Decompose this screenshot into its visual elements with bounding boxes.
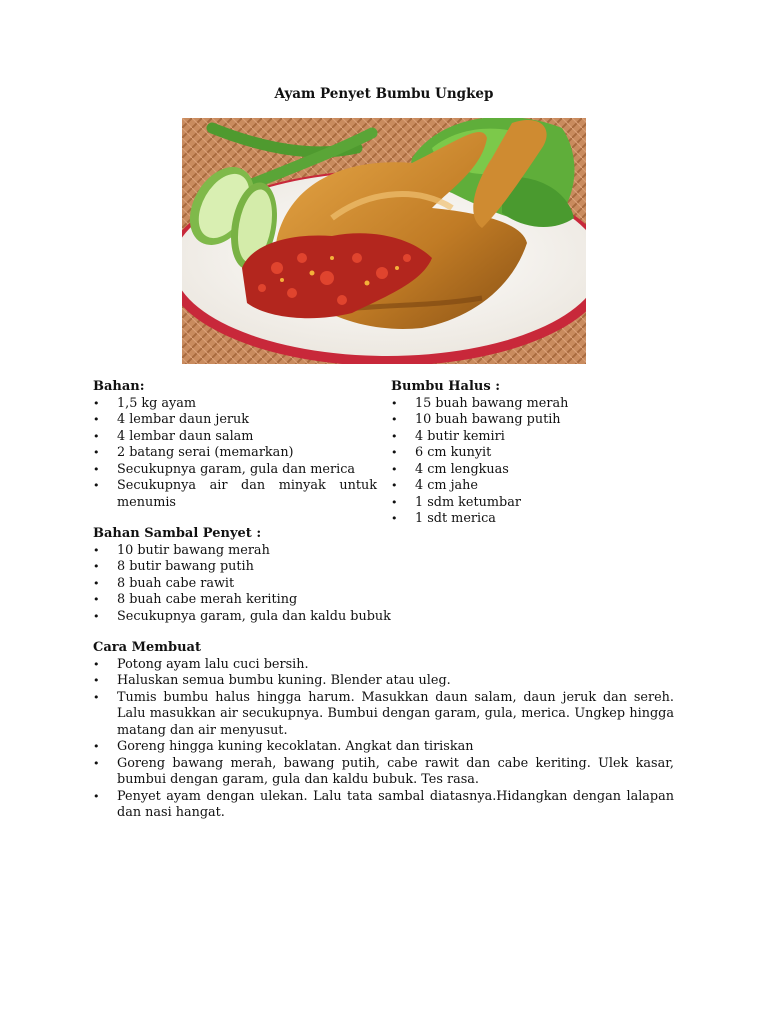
list-item: • 8 buah cabe rawit bbox=[93, 576, 393, 593]
list-item: • 4 cm lengkuas bbox=[391, 462, 681, 479]
bahan-heading: Bahan: bbox=[93, 379, 145, 394]
cara-membuat-section bbox=[93, 640, 674, 822]
list-item: • Secukupnya garam, gula dan kaldu bubuk bbox=[93, 609, 393, 626]
list-item: • 4 lembar daun salam bbox=[93, 429, 377, 446]
bumbu-halus-section bbox=[391, 379, 681, 528]
bahan-section bbox=[93, 379, 377, 511]
list-item: • 1,5 kg ayam bbox=[93, 396, 377, 413]
list-item: • 4 cm jahe bbox=[391, 478, 681, 495]
recipe-photo bbox=[182, 118, 586, 364]
list-item: • Haluskan semua bumbu kuning. Blender atau uleg. bbox=[93, 673, 674, 690]
bumbu-halus-list bbox=[391, 396, 681, 528]
bahan-sambal-list bbox=[93, 543, 393, 626]
list-item: • 4 lembar daun jeruk bbox=[93, 412, 377, 429]
cara-membuat-list bbox=[93, 657, 674, 822]
list-item: • 2 batang serai (memarkan) bbox=[93, 445, 377, 462]
bahan-sambal-heading: Bahan Sambal Penyet : bbox=[93, 526, 262, 541]
list-item: • 10 butir bawang merah bbox=[93, 543, 393, 560]
list-item: • 4 butir kemiri bbox=[391, 429, 681, 446]
list-item: • Tumis bumbu halus hingga harum. Masukkan daun salam, daun jeruk dan sereh. Lalu masukkan air secukupnya. Bumbui dengan garam, gula, merica. Ungkep hingga matang dan air menyusut. bbox=[93, 690, 674, 740]
list-item: • 10 buah bawang putih bbox=[391, 412, 681, 429]
list-item: • Secukupnya garam, gula dan merica bbox=[93, 462, 377, 479]
list-item: • 1 sdm ketumbar bbox=[391, 495, 681, 512]
list-item: • 6 cm kunyit bbox=[391, 445, 681, 462]
list-item: • Secukupnya air dan minyak untuk menumis bbox=[93, 478, 377, 511]
list-item: • Goreng hingga kuning kecoklatan. Angkat dan tiriskan bbox=[93, 739, 674, 756]
list-item: • 8 butir bawang putih bbox=[93, 559, 393, 576]
list-item: • Potong ayam lalu cuci bersih. bbox=[93, 657, 674, 674]
list-item: • 8 buah cabe merah keriting bbox=[93, 592, 393, 609]
bumbu-halus-heading: Bumbu Halus : bbox=[391, 379, 501, 394]
list-item: • Goreng bawang merah, bawang putih, cabe rawit dan cabe keriting. Ulek kasar, bumbui dengan garam, gula dan kaldu bubuk. Tes rasa. bbox=[93, 756, 674, 789]
list-item: • Penyet ayam dengan ulekan. Lalu tata sambal diatasnya.Hidangkan dengan lalapan dan nasi hangat. bbox=[93, 789, 674, 822]
list-item: • 15 buah bawang merah bbox=[391, 396, 681, 413]
cara-membuat-heading: Cara Membuat bbox=[93, 640, 201, 655]
page-title: Ayam Penyet Bumbu Ungkep bbox=[274, 86, 494, 102]
bahan-list bbox=[93, 396, 377, 512]
bahan-sambal-section bbox=[93, 526, 393, 625]
list-item: • 1 sdt merica bbox=[391, 511, 681, 528]
